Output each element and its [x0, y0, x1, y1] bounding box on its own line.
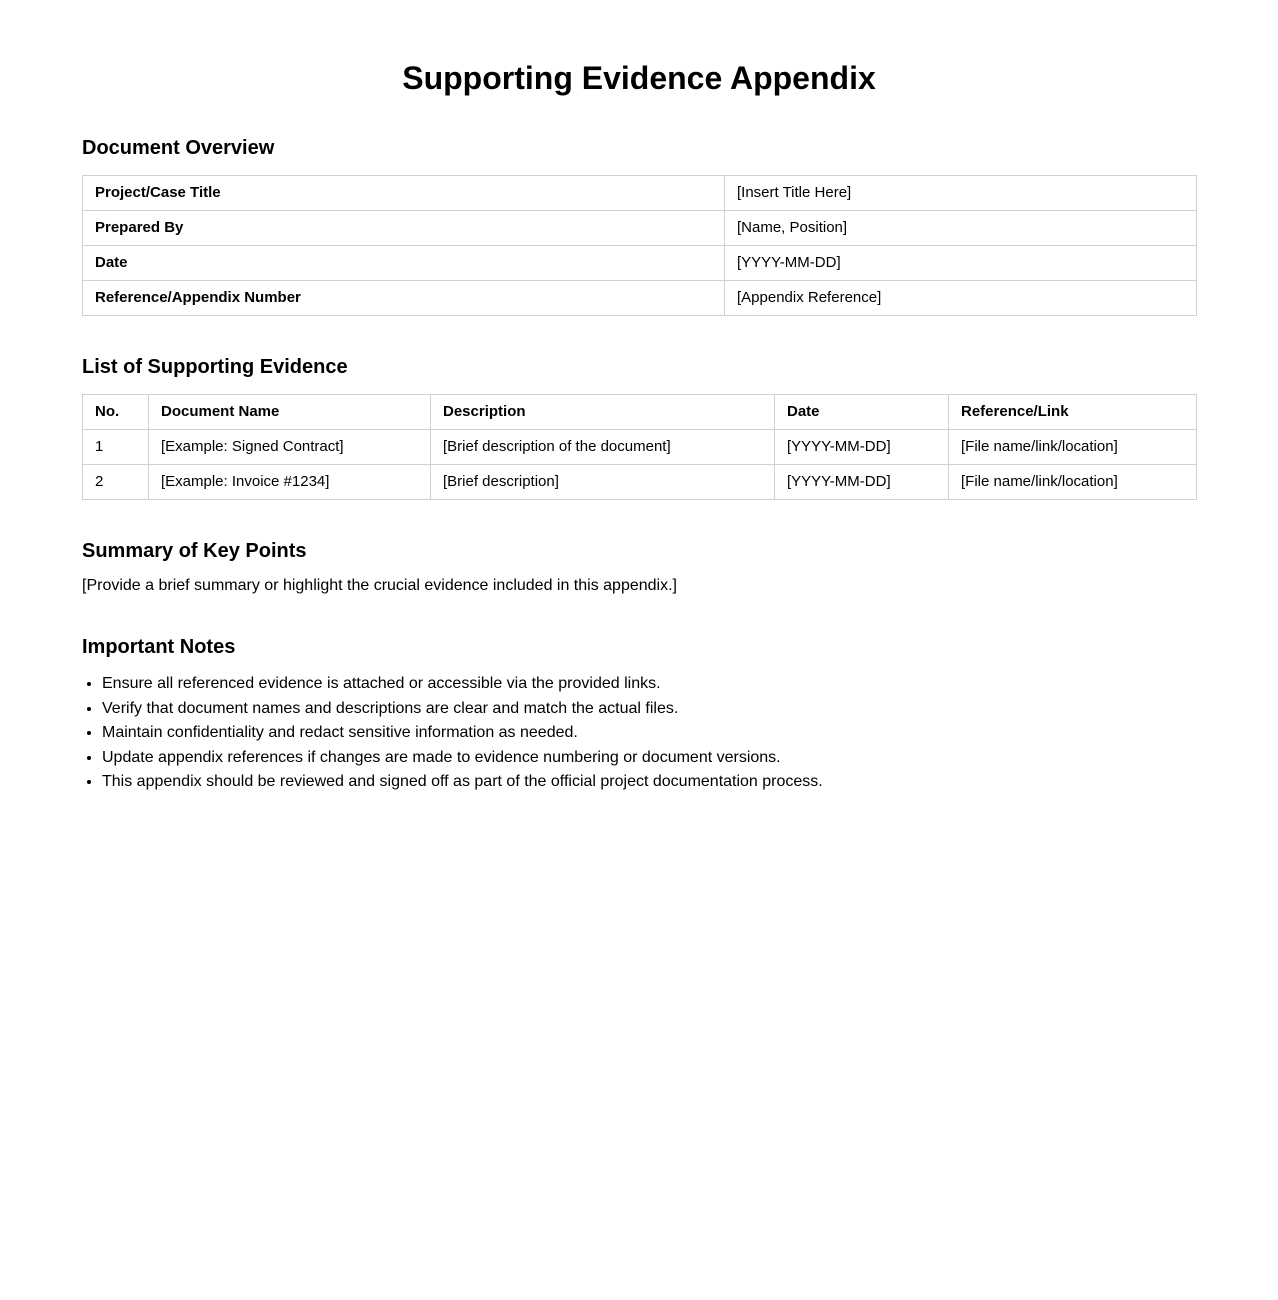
cell-date: [YYYY-MM-DD]: [775, 465, 949, 500]
column-header-document-name: Document Name: [149, 395, 431, 430]
cell-no: 2: [83, 465, 149, 500]
list-item: • Ensure all referenced evidence is attached or accessible via the provided links.: [102, 672, 823, 697]
summary-heading: Summary of Key Points: [82, 540, 307, 562]
table-row: [83, 176, 1197, 211]
list-item: • Update appendix references if changes are made to evidence numbering or document versions.: [102, 746, 823, 771]
cell-document-name: [Example: Invoice #1234]: [149, 465, 431, 500]
list-item: • Maintain confidentiality and redact sensitive information as needed.: [102, 721, 823, 746]
notes-heading: Important Notes: [82, 636, 236, 658]
overview-label: Prepared By: [83, 211, 725, 246]
overview-value: [Name, Position]: [725, 211, 1197, 246]
cell-date: [YYYY-MM-DD]: [775, 430, 949, 465]
notes-list: [82, 672, 823, 795]
list-item: • This appendix should be reviewed and signed off as part of the official project documentation process.: [102, 770, 823, 795]
overview-label: Date: [83, 246, 725, 281]
overview-value: [YYYY-MM-DD]: [725, 246, 1197, 281]
column-header-no: No.: [83, 395, 149, 430]
overview-label: Reference/Appendix Number: [83, 281, 725, 316]
table-row: [83, 465, 1197, 500]
cell-reference-link: [File name/link/location]: [949, 465, 1197, 500]
overview-value: [Insert Title Here]: [725, 176, 1197, 211]
overview-table: [82, 175, 1197, 316]
table-header-row: [83, 395, 1197, 430]
summary-text: [Provide a brief summary or highlight the crucial evidence included in this appendix.]: [82, 577, 677, 594]
overview-label: Project/Case Title: [83, 176, 725, 211]
table-row: [83, 211, 1197, 246]
list-item: • Verify that document names and descriptions are clear and match the actual files.: [102, 697, 823, 722]
cell-reference-link: [File name/link/location]: [949, 430, 1197, 465]
table-row: [83, 246, 1197, 281]
evidence-heading: List of Supporting Evidence: [82, 356, 348, 378]
page-title: Supporting Evidence Appendix: [402, 60, 876, 96]
overview-value: [Appendix Reference]: [725, 281, 1197, 316]
table-row: [83, 430, 1197, 465]
evidence-table: [82, 394, 1197, 500]
column-header-description: Description: [431, 395, 775, 430]
cell-description: [Brief description]: [431, 465, 775, 500]
table-row: [83, 281, 1197, 316]
cell-description: [Brief description of the document]: [431, 430, 775, 465]
overview-heading: Document Overview: [82, 137, 275, 159]
column-header-date: Date: [775, 395, 949, 430]
cell-no: 1: [83, 430, 149, 465]
column-header-reference-link: Reference/Link: [949, 395, 1197, 430]
cell-document-name: [Example: Signed Contract]: [149, 430, 431, 465]
